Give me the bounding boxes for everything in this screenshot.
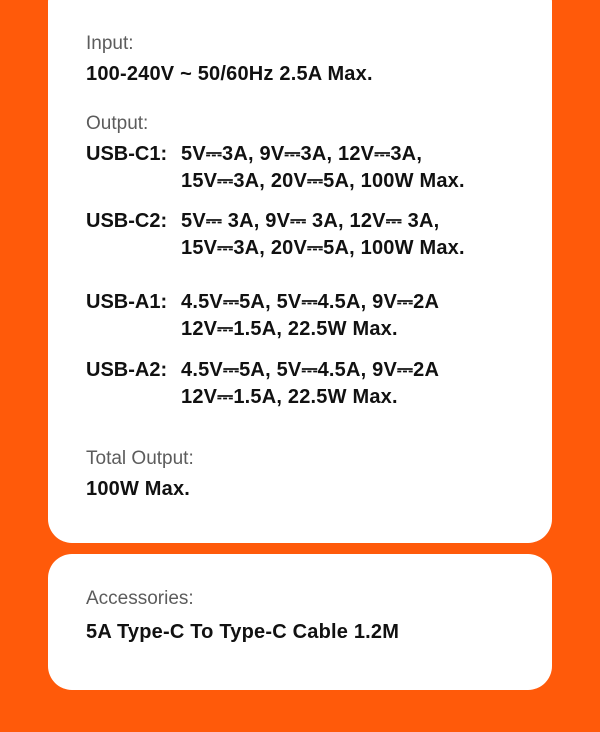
- total-output-value: 100W Max.: [86, 478, 191, 500]
- output-label: Output:: [86, 113, 149, 134]
- usb-a1-spec-line2: 12V⎓1.5A, 22.5W Max.: [181, 318, 398, 340]
- accessories-label: Accessories:: [86, 588, 194, 609]
- accessories-value: 5A Type-C To Type-C Cable 1.2M: [86, 621, 400, 643]
- usb-a1-label: USB-A1:: [86, 291, 168, 313]
- usb-c2-spec-line2: 15V⎓3A, 20V⎓5A, 100W Max.: [181, 237, 465, 259]
- usb-c1-spec-line1: 5V⎓3A, 9V⎓3A, 12V⎓3A,: [181, 143, 423, 165]
- usb-a2-label: USB-A2:: [86, 359, 168, 381]
- input-label: Input:: [86, 33, 134, 54]
- usb-c2-spec-line1: 5V⎓ 3A, 9V⎓ 3A, 12V⎓ 3A,: [181, 210, 440, 232]
- total-output-label: Total Output:: [86, 448, 194, 469]
- usb-c2-label: USB-C2:: [86, 210, 168, 232]
- usb-c1-spec-line2: 15V⎓3A, 20V⎓5A, 100W Max.: [181, 170, 465, 192]
- accessories-card: [48, 554, 552, 690]
- usb-c1-label: USB-C1:: [86, 143, 168, 165]
- usb-a1-spec-line1: 4.5V⎓5A, 5V⎓4.5A, 9V⎓2A: [181, 291, 440, 313]
- usb-a2-spec-line1: 4.5V⎓5A, 5V⎓4.5A, 9V⎓2A: [181, 359, 440, 381]
- spec-card: [48, 0, 552, 543]
- input-value: 100-240V ~ 50/60Hz 2.5A Max.: [86, 63, 373, 85]
- usb-a2-spec-line2: 12V⎓1.5A, 22.5W Max.: [181, 386, 398, 408]
